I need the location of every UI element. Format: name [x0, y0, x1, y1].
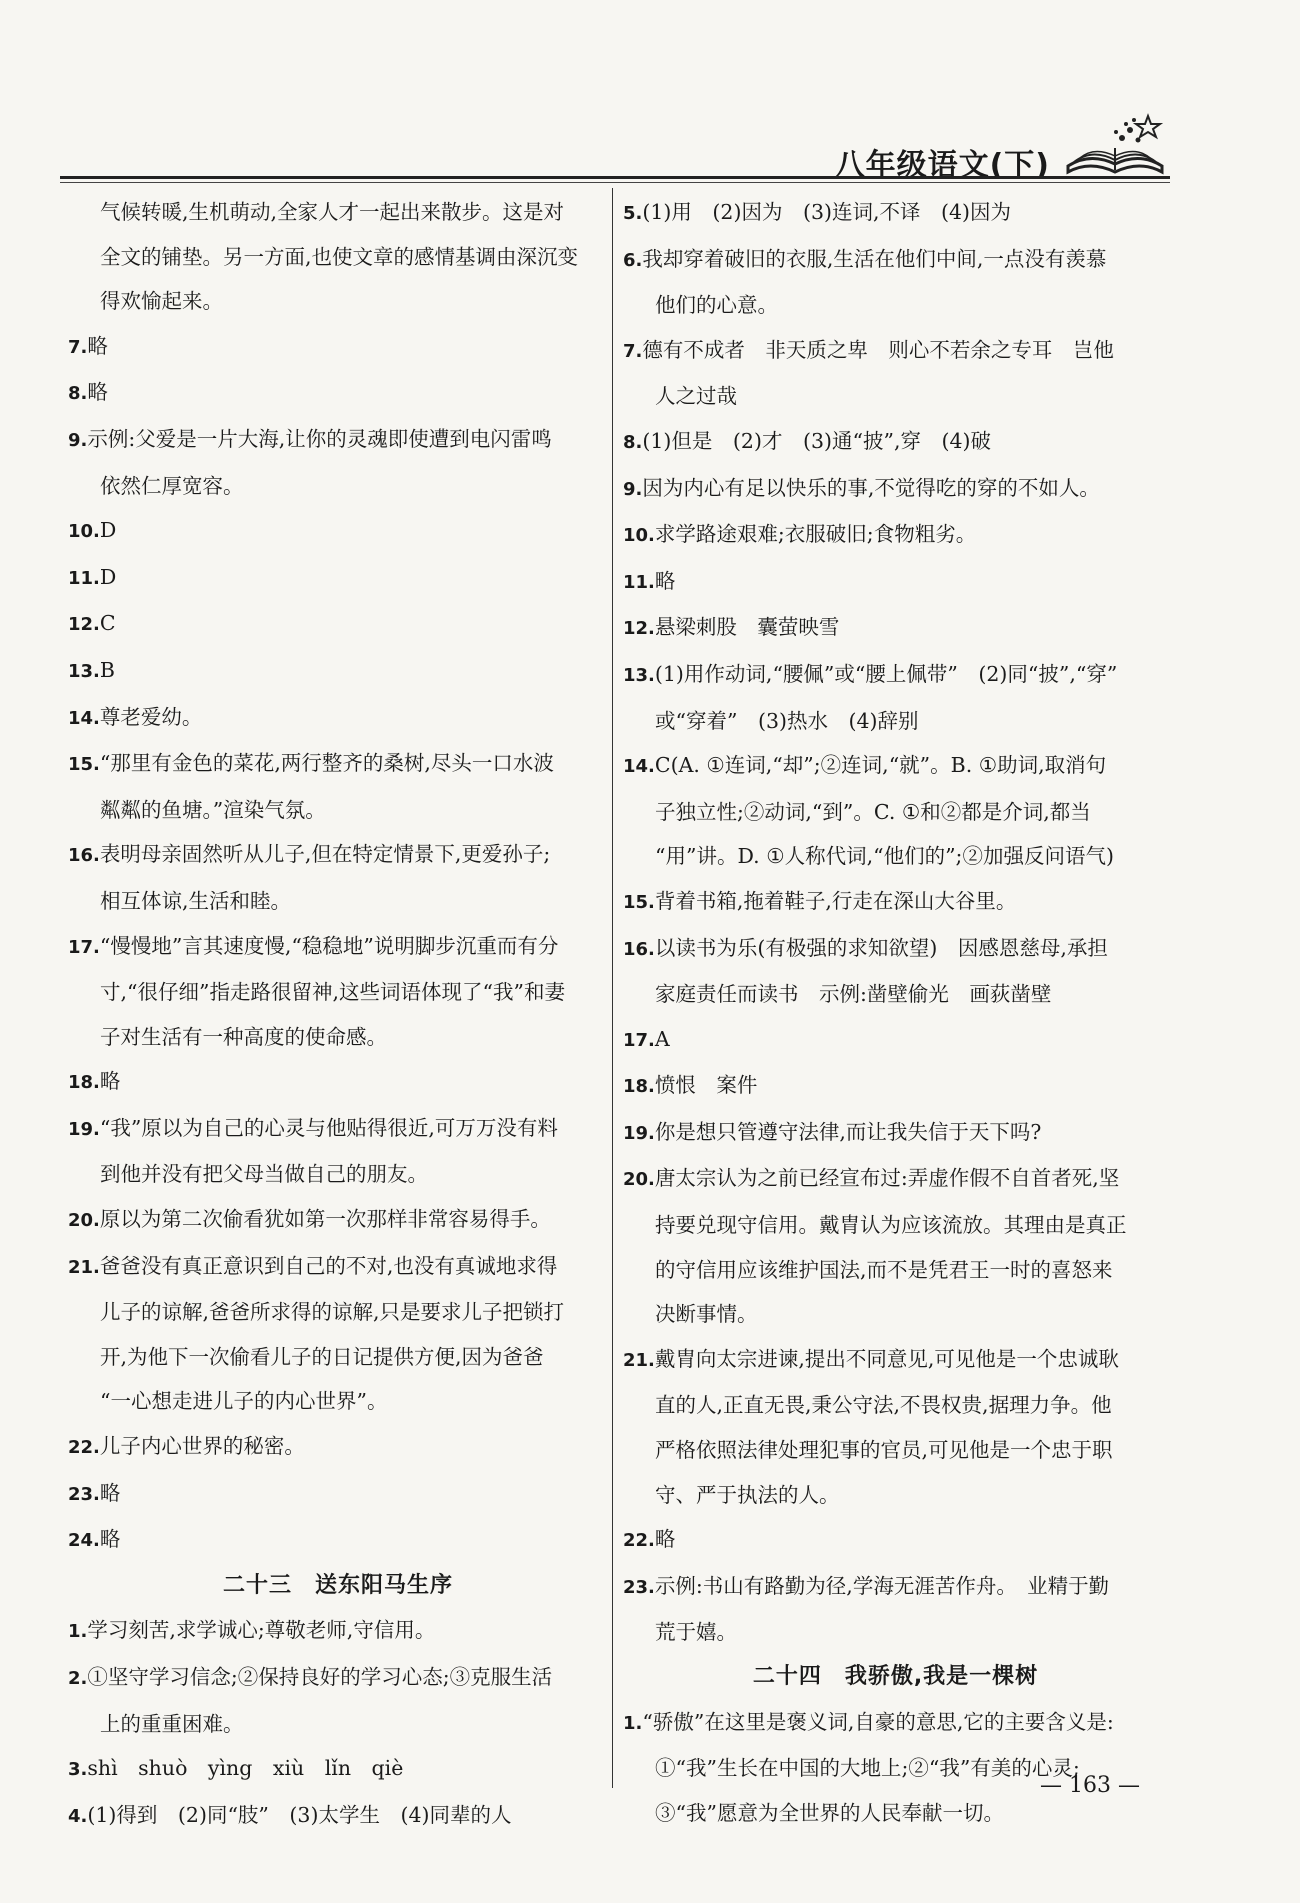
answer-text: 略 — [654, 568, 676, 593]
answer-item — [68, 1608, 608, 1655]
answer-text: 示例:书山有路勤为径,学海无涯苦作舟。 业精于勤 — [654, 1573, 1110, 1598]
item-number: 7. — [68, 336, 88, 358]
answer-item — [68, 555, 608, 602]
answer-text: (1)得到 (2)同“肢” (3)太学生 (4)同辈的人 — [87, 1802, 512, 1827]
item-number: 8. — [623, 431, 643, 453]
answer-text: (1)用作动词,“腰佩”或“腰上佩带” (2)同“披”,“穿” — [654, 661, 1118, 686]
answer-item — [68, 1655, 608, 1746]
answer-text: 得欢愉起来。 — [100, 289, 223, 314]
answer-item — [623, 1063, 1168, 1110]
answer-text: B — [99, 657, 115, 682]
answer-text: 唐太宗认为之前已经宣布过:弄虚作假不自首者死,坚 — [654, 1166, 1120, 1191]
answer-text: 背着书箱,拖着鞋子,行走在深山大谷里。 — [654, 888, 1017, 913]
answer-text: 你是想只管遵守法律,而让我失信于天下吗? — [654, 1119, 1042, 1144]
item-number: 9. — [68, 429, 88, 451]
answer-text: 略 — [87, 333, 108, 358]
answer-text: 持要兑现守信用。戴胄认为应该流放。其理由是真正 — [655, 1213, 1127, 1238]
item-number: 8. — [68, 383, 88, 405]
item-number: 14. — [623, 756, 655, 778]
answer-text: 子独立性;②动词,“到”。C. ①和②都是介词,都当 — [655, 799, 1091, 824]
answer-text: C(A. ①连词,“却”;②连词,“就”。B. ①助词,取消句 — [654, 753, 1107, 778]
item-number: 17. — [623, 1029, 655, 1051]
answer-text: 愤恨 案件 — [654, 1073, 758, 1098]
answer-text: ①“我”生长在中国的大地上;②“我”有美的心灵; — [655, 1756, 1080, 1781]
answer-item — [623, 1517, 1168, 1564]
answer-item — [623, 419, 1168, 466]
answer-item — [623, 466, 1168, 513]
answer-text: “一心想走进儿子的内心世界”。 — [100, 1389, 388, 1414]
answer-text: 因为内心有足以快乐的事,不觉得吃的穿的不如人。 — [642, 475, 1100, 500]
answer-item — [623, 605, 1168, 652]
answer-item — [623, 1337, 1168, 1517]
section-title: 二十四 我骄傲,我是一棵树 — [752, 1664, 1039, 1689]
answer-item — [623, 1017, 1168, 1064]
answer-item — [623, 879, 1168, 926]
answer-text: 求学路途艰难;衣服破旧;食物粗劣。 — [654, 522, 977, 547]
item-number: 1. — [68, 1621, 88, 1643]
answer-text: ③“我”愿意为全世界的人民奉献一切。 — [655, 1800, 1004, 1825]
answer-text: 悬梁刺股 囊萤映雪 — [654, 615, 840, 640]
item-number: 24. — [68, 1530, 100, 1552]
item-number: 6. — [623, 249, 643, 271]
item-number: 13. — [68, 660, 100, 682]
column-divider — [612, 188, 613, 1788]
answer-item — [68, 1106, 608, 1197]
answer-text: 略 — [654, 1527, 676, 1552]
answer-item — [68, 190, 608, 324]
answer-text: 爸爸没有真正意识到自己的不对,也没有真诚地求得 — [99, 1253, 558, 1278]
answer-item — [623, 1700, 1168, 1836]
answer-text: D — [99, 518, 117, 543]
answer-text: 或“穿着” (3)热水 (4)辞别 — [655, 708, 919, 733]
item-number: 16. — [68, 845, 100, 867]
answer-text: 上的重重困难。 — [100, 1711, 244, 1736]
item-number: 18. — [68, 1072, 100, 1094]
answer-text: 荒于嬉。 — [655, 1620, 737, 1645]
item-number: 4. — [68, 1805, 88, 1827]
answer-text: 全文的铺垫。另一方面,也使文章的感情基调由深沉变 — [100, 244, 579, 269]
answer-item — [68, 924, 608, 1060]
answer-text: A — [654, 1026, 670, 1051]
item-number: 19. — [623, 1122, 655, 1144]
header-rule — [60, 176, 1170, 179]
item-number: 12. — [68, 614, 100, 636]
item-number: 7. — [623, 340, 643, 362]
item-number: 1. — [623, 1712, 643, 1734]
answer-item — [623, 512, 1168, 559]
answer-text: 粼粼的鱼塘。”渲染气氛。 — [100, 797, 326, 822]
answer-text: 相互体谅,生活和睦。 — [100, 888, 292, 913]
answer-text: 儿子的谅解,爸爸所求得的谅解,只是要求儿子把锁打 — [100, 1300, 565, 1325]
answer-item — [68, 695, 608, 742]
item-number: 22. — [68, 1437, 100, 1459]
answer-item — [623, 1156, 1168, 1336]
answer-text: 人之过哉 — [655, 384, 737, 409]
answer-item — [623, 926, 1168, 1017]
answer-item — [68, 1197, 608, 1244]
item-number: 5. — [623, 203, 643, 224]
item-number: 21. — [623, 1349, 655, 1371]
answer-item — [68, 324, 608, 371]
answer-text: “骄傲”在这里是褒义词,自豪的意思,它的主要含义是: — [642, 1709, 1114, 1734]
answer-item — [68, 417, 608, 508]
answer-text: 到他并没有把父母当做自己的朋友。 — [100, 1162, 428, 1187]
answer-text: 示例:父爱是一片大海,让你的灵魂即使遭到电闪雷鸣 — [87, 426, 552, 451]
item-number: 20. — [623, 1169, 655, 1191]
answer-text: 子对生活有一种高度的使命感。 — [100, 1024, 387, 1049]
item-number: 11. — [68, 567, 100, 589]
answer-text: 戴胄向太宗进谏,提出不同意见,可见他是一个忠诚耿 — [654, 1346, 1119, 1371]
answer-text: 依然仁厚宽容。 — [100, 473, 244, 498]
answer-item — [623, 1564, 1168, 1655]
answer-text: 他们的心意。 — [655, 293, 778, 318]
header-title: 八年级语文(下) — [834, 148, 1050, 183]
answer-text: 直的人,正直无畏,秉公守法,不畏权贵,据理力争。他 — [655, 1393, 1112, 1418]
answer-text: 略 — [99, 1069, 121, 1094]
item-number: 14. — [68, 707, 100, 729]
answer-text: 儿子内心世界的秘密。 — [99, 1434, 305, 1459]
answer-text: 我却穿着破旧的衣服,生活在他们中间,一点没有羡慕 — [642, 246, 1107, 271]
item-number: 3. — [68, 1759, 88, 1781]
answer-item — [68, 1746, 608, 1793]
answer-text: 原以为第二次偷看犹如第一次那样非常容易得手。 — [99, 1207, 551, 1232]
answer-text: 尊老爱幼。 — [99, 704, 203, 729]
section-title: 二十三 送东阳马生序 — [222, 1572, 453, 1598]
answer-text: 决断事情。 — [655, 1302, 758, 1327]
item-number: 22. — [623, 1530, 655, 1552]
answer-text: 学习刻苦,求学诚心;尊敬老师,守信用。 — [87, 1618, 436, 1643]
answer-text: 守、严于执法的人。 — [655, 1482, 840, 1507]
item-number: 15. — [623, 891, 655, 913]
item-number: 13. — [623, 664, 655, 686]
item-number: 18. — [623, 1076, 655, 1098]
answer-text: 德有不成者 非天质之卑 则心不若余之专耳 岂他 — [642, 337, 1114, 362]
item-number: 23. — [68, 1483, 100, 1505]
answer-item — [68, 370, 608, 417]
answer-item — [68, 1471, 608, 1518]
item-number: 19. — [68, 1118, 100, 1140]
answer-item — [68, 832, 608, 923]
item-number: 10. — [68, 521, 100, 543]
answer-text: 以读书为乐(有极强的求知欲望) 因感恩慈母,承担 — [654, 935, 1108, 960]
item-number: 17. — [68, 936, 100, 958]
answer-text: “慢慢地”言其速度慢,“稳稳地”说明脚步沉重而有分 — [99, 933, 559, 958]
item-number: 23. — [623, 1576, 655, 1598]
answer-text: “我”原以为自己的心灵与他贴得很近,可万万没有料 — [99, 1115, 558, 1140]
answer-item — [68, 1793, 608, 1840]
answer-item — [68, 1059, 608, 1106]
answer-item — [623, 559, 1168, 606]
answer-text: D — [99, 564, 117, 589]
item-number: 10. — [623, 525, 655, 547]
answer-item — [68, 648, 608, 695]
item-number: 9. — [623, 478, 643, 500]
answer-item — [68, 601, 608, 648]
answer-text: shì shuò yìng xiù lǐn qiè — [87, 1756, 404, 1781]
item-number: 20. — [68, 1210, 100, 1232]
left-column — [68, 190, 608, 1839]
answer-item — [68, 1244, 608, 1424]
answer-text: 寸,“很仔细”指走路很留神,这些词语体现了“我”和妻 — [100, 980, 565, 1005]
answer-text: 的守信用应该维护国法,而不是凭君王一时的喜怒来 — [655, 1257, 1113, 1282]
answer-text: 气候转暖,生机萌动,全家人才一起出来散步。这是对 — [100, 200, 565, 224]
answer-item — [623, 328, 1168, 419]
item-number: 16. — [623, 938, 655, 960]
item-number: 15. — [68, 754, 100, 776]
right-column — [623, 190, 1168, 1835]
answer-text: “用”讲。D. ①人称代词,“他们的”;②加强反问语气) — [655, 844, 1114, 869]
answer-item — [68, 508, 608, 555]
answer-text: 略 — [99, 1480, 121, 1505]
answer-text: 略 — [87, 380, 108, 405]
open-book-icon — [1060, 108, 1170, 180]
answer-item — [623, 237, 1168, 328]
item-number: 21. — [68, 1256, 100, 1278]
answer-item — [68, 741, 608, 832]
answer-item — [623, 743, 1168, 879]
header-rule-thin — [60, 182, 1170, 183]
answer-item — [623, 652, 1168, 743]
item-number: 11. — [623, 571, 655, 593]
answer-item — [623, 190, 1168, 237]
answer-text: 家庭责任而读书 示例:凿壁偷光 画荻凿壁 — [655, 982, 1052, 1007]
answer-text: (1)但是 (2)才 (3)通“披”,穿 (4)破 — [642, 428, 992, 453]
answer-item — [68, 1424, 608, 1471]
answer-text: 开,为他下一次偷看儿子的日记提供方便,因为爸爸 — [100, 1344, 544, 1369]
page-header — [60, 108, 1170, 188]
answer-item — [623, 1110, 1168, 1157]
answer-item — [68, 1517, 608, 1564]
answer-text: “那里有金色的菜花,两行整齐的桑树,尽头一口水波 — [99, 751, 554, 776]
answer-text: ①坚守学习信念;②保持良好的学习心态;③克服生活 — [87, 1665, 553, 1689]
item-number: 12. — [623, 618, 655, 640]
answer-text: 严格依照法律处理犯事的官员,可见他是一个忠于职 — [655, 1438, 1113, 1463]
answer-text: 表明母亲固然听从儿子,但在特定情景下,更爱孙子; — [99, 842, 551, 867]
item-number: 2. — [68, 1668, 88, 1689]
answer-text: C — [99, 611, 116, 636]
answer-text: (1)用 (2)因为 (3)连词,不译 (4)因为 — [642, 200, 1012, 224]
page-number: — 163 — — [1040, 1773, 1140, 1798]
answer-text: 略 — [99, 1527, 121, 1552]
